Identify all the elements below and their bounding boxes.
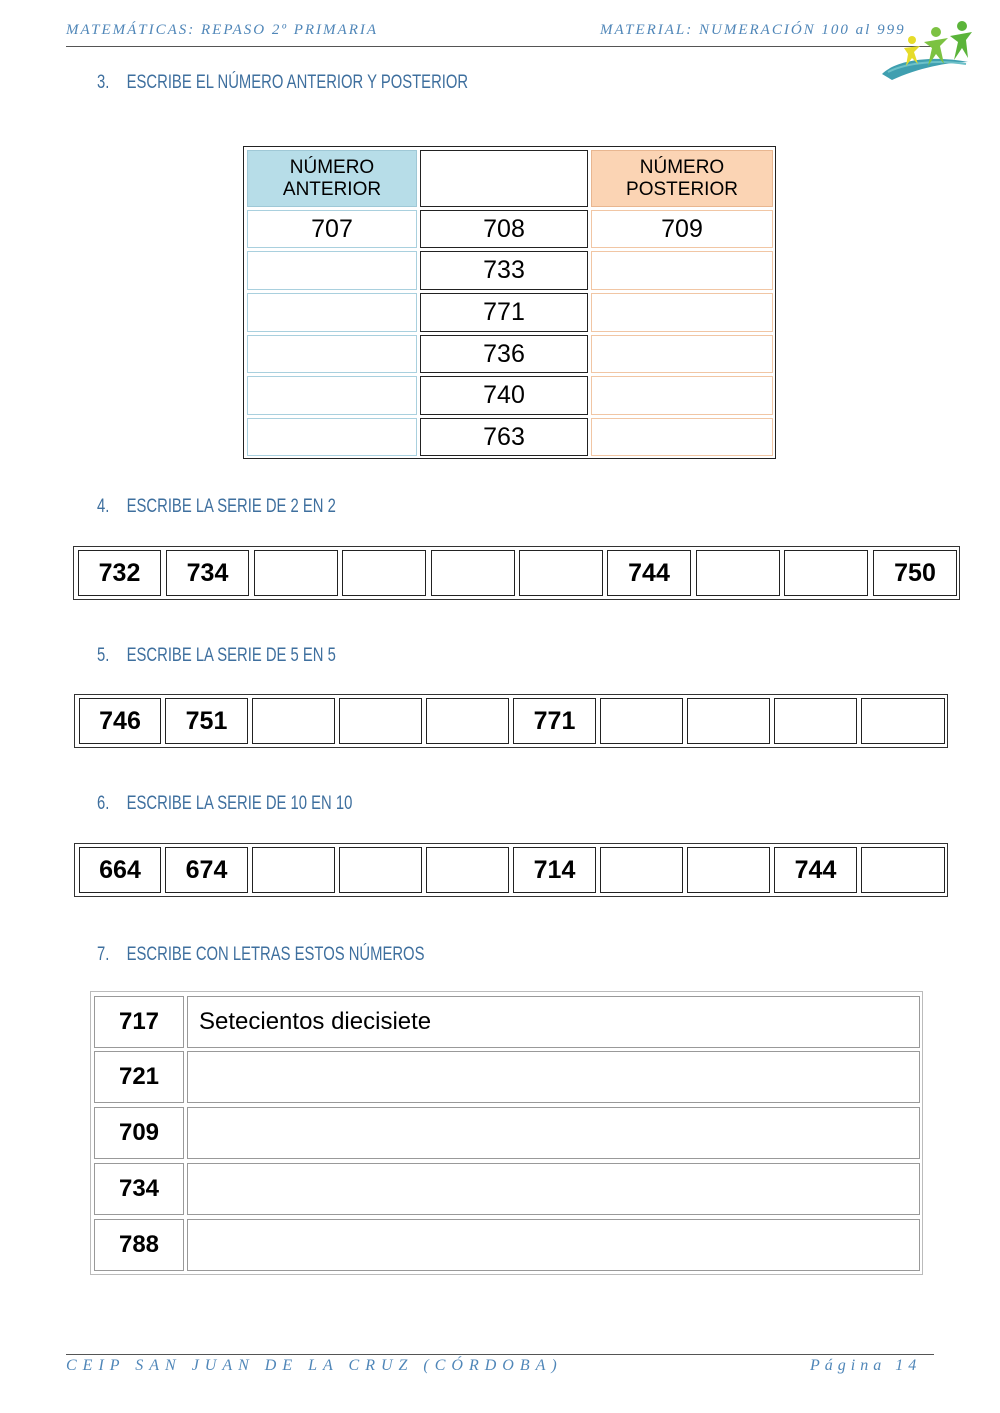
posterior-cell[interactable] bbox=[591, 418, 773, 456]
word-answer-cell[interactable] bbox=[187, 1163, 920, 1215]
series-2-box: 750 bbox=[873, 550, 957, 596]
series-2-box[interactable] bbox=[519, 550, 603, 596]
series-5-row bbox=[74, 694, 948, 748]
series-10-box: 664 bbox=[79, 847, 161, 893]
header-right: MATERIAL: NUMERACIÓN 100 al 999 bbox=[600, 22, 906, 38]
series-10-box: 744 bbox=[774, 847, 857, 893]
number-cell: 740 bbox=[420, 376, 588, 415]
footer-page-number: Página 14 bbox=[810, 1357, 922, 1374]
header-middle bbox=[420, 150, 588, 207]
section-6-number: 6. bbox=[97, 793, 110, 814]
section-5-number: 5. bbox=[97, 645, 110, 666]
series-5-box[interactable] bbox=[600, 698, 683, 744]
series-5-box[interactable] bbox=[339, 698, 422, 744]
number-cell: 771 bbox=[420, 293, 588, 332]
number-cell: 736 bbox=[420, 335, 588, 373]
series-2-box: 734 bbox=[166, 550, 249, 596]
series-5-box[interactable] bbox=[861, 698, 945, 744]
section-4-title bbox=[97, 496, 336, 518]
anterior-cell[interactable] bbox=[247, 293, 417, 332]
school-logo-icon bbox=[878, 18, 972, 82]
number-cell: 733 bbox=[420, 251, 588, 290]
posterior-cell[interactable] bbox=[591, 335, 773, 373]
anterior-cell[interactable] bbox=[247, 418, 417, 456]
footer-divider bbox=[66, 1354, 934, 1355]
series-10-box[interactable] bbox=[687, 847, 770, 893]
section-6-title bbox=[97, 793, 352, 815]
section-4-text: ESCRIBE LA SERIE DE 2 EN 2 bbox=[126, 496, 336, 517]
word-answer-cell[interactable] bbox=[187, 1051, 920, 1103]
series-2-box[interactable] bbox=[696, 550, 780, 596]
section-7-text: ESCRIBE CON LETRAS ESTOS NÚMEROS bbox=[126, 944, 425, 965]
series-10-box[interactable] bbox=[861, 847, 945, 893]
number-cell: 763 bbox=[420, 418, 588, 456]
section-3-text: ESCRIBE EL NÚMERO ANTERIOR Y POSTERIOR bbox=[126, 72, 469, 93]
series-5-box: 746 bbox=[79, 698, 161, 744]
word-number-cell: 721 bbox=[94, 1051, 184, 1103]
series-5-box[interactable] bbox=[774, 698, 857, 744]
series-2-box[interactable] bbox=[342, 550, 426, 596]
header-posterior: NÚMERO POSTERIOR bbox=[591, 150, 773, 207]
series-2-box[interactable] bbox=[254, 550, 338, 596]
section-7-number: 7. bbox=[97, 944, 110, 965]
word-answer-cell[interactable] bbox=[187, 1107, 920, 1159]
series-5-box[interactable] bbox=[426, 698, 509, 744]
series-2-box[interactable] bbox=[784, 550, 868, 596]
series-5-box[interactable] bbox=[687, 698, 770, 744]
section-5-title bbox=[97, 645, 336, 667]
series-10-row bbox=[74, 843, 948, 897]
section-3-number: 3. bbox=[97, 72, 110, 93]
header-anterior: NÚMERO ANTERIOR bbox=[247, 150, 417, 207]
series-10-box: 714 bbox=[513, 847, 596, 893]
series-5-box[interactable] bbox=[252, 698, 335, 744]
word-number-cell: 717 bbox=[94, 996, 184, 1048]
anterior-cell[interactable]: 707 bbox=[247, 210, 417, 248]
word-number-cell: 709 bbox=[94, 1107, 184, 1159]
anterior-cell[interactable] bbox=[247, 335, 417, 373]
header-left: MATEMÁTICAS: REPASO 2º PRIMARIA bbox=[66, 22, 379, 38]
section-5-text: ESCRIBE LA SERIE DE 5 EN 5 bbox=[126, 645, 336, 666]
footer-school: CEIP SAN JUAN DE LA CRUZ (CÓRDOBA) bbox=[66, 1357, 563, 1374]
anterior-cell[interactable] bbox=[247, 251, 417, 290]
series-2-box: 744 bbox=[607, 550, 691, 596]
series-2-row bbox=[73, 546, 960, 600]
word-number-cell: 788 bbox=[94, 1219, 184, 1271]
series-5-box: 751 bbox=[165, 698, 248, 744]
number-cell: 708 bbox=[420, 210, 588, 248]
posterior-cell[interactable] bbox=[591, 376, 773, 415]
series-10-box[interactable] bbox=[339, 847, 422, 893]
word-answer-cell[interactable] bbox=[187, 1219, 920, 1271]
series-10-box[interactable] bbox=[600, 847, 683, 893]
previous-next-table bbox=[243, 146, 776, 459]
word-number-cell: 734 bbox=[94, 1163, 184, 1215]
posterior-cell[interactable] bbox=[591, 251, 773, 290]
series-10-box[interactable] bbox=[252, 847, 335, 893]
posterior-cell[interactable] bbox=[591, 293, 773, 332]
posterior-cell[interactable]: 709 bbox=[591, 210, 773, 248]
word-answer-cell[interactable]: Setecientos diecisiete bbox=[187, 996, 920, 1048]
series-10-box: 674 bbox=[165, 847, 248, 893]
section-3-title bbox=[97, 72, 468, 94]
series-2-box: 732 bbox=[78, 550, 161, 596]
series-10-box[interactable] bbox=[426, 847, 509, 893]
header-divider bbox=[66, 46, 934, 47]
number-words-table bbox=[90, 991, 923, 1275]
series-5-box: 771 bbox=[513, 698, 596, 744]
section-4-number: 4. bbox=[97, 496, 110, 517]
section-7-title bbox=[97, 944, 424, 966]
anterior-cell[interactable] bbox=[247, 376, 417, 415]
series-2-box[interactable] bbox=[431, 550, 515, 596]
section-6-text: ESCRIBE LA SERIE DE 10 EN 10 bbox=[126, 793, 353, 814]
